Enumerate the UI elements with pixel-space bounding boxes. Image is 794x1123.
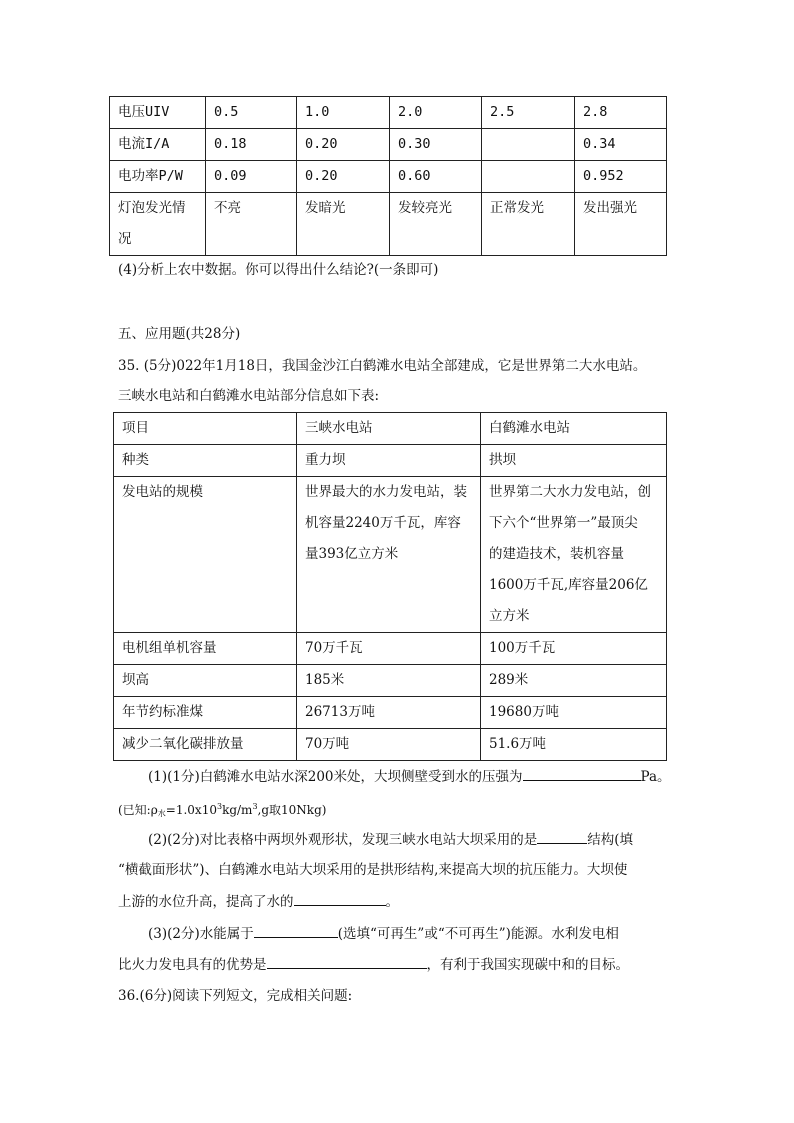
table-cell: 坝高 [114,665,297,697]
question-text: 。 [385,894,399,910]
table-cell: 0.20 [297,161,390,193]
table-row [110,193,667,256]
question-text: (3)(2分)水能属于 [148,926,254,942]
unit-text: Pa。 [640,769,671,785]
cell-line: 立方米 [489,608,530,624]
table-cell: 发出强光 [575,193,667,256]
given-text: =1.0x10 [165,803,217,817]
section-heading: 五、应用题(共28分) [118,326,241,342]
table-cell: 185米 [297,665,481,697]
table-cell: 100万千瓦 [481,633,667,665]
given-values [118,797,698,824]
table-cell: 2.0 [390,97,482,129]
subscript: 水 [157,809,166,818]
label-line: 灯泡发光情 [118,200,186,216]
question-text: (选填“可再生”或“不可再生”)能源。水利发电相 [337,926,619,942]
question-text: 上游的水位升高，提高了水的 [118,894,294,910]
cell-line: 1600万千瓦,库容量206亿 [489,577,648,593]
table-cell: 0.18 [206,129,297,161]
table-row [114,445,667,477]
table-header-row [114,413,667,445]
table-cell [482,129,575,161]
column-header: 三峡水电站 [297,413,481,445]
table-cell: 70万吨 [297,729,481,761]
table-cell: 种类 [114,445,297,477]
row-label-brightness [110,193,206,256]
question-35-2-line3 [118,891,698,912]
table-cell: 0.952 [575,161,667,193]
table-cell: 发电站的规模 [114,477,297,633]
given-text: kg/m [222,803,253,817]
table-cell: 1.0 [297,97,390,129]
table-cell: 发暗光 [297,193,390,256]
row-label-power: 电功率P/W [110,161,206,193]
table-cell [297,477,481,633]
cell-line: 世界第二大水力发电站，创 [489,484,651,500]
table-row [110,161,667,193]
table-cell [482,161,575,193]
question-text: 结构(填 [587,832,634,848]
cell-line: 量393亿立方米 [305,546,399,562]
answer-blank[interactable] [523,766,641,781]
question-text: (1)(1分)白鹤滩水电站水深200米处，大坝侧壁受到水的压强为 [148,769,523,785]
table-cell: 正常发光 [482,193,575,256]
question-35-2 [148,829,728,850]
table-cell: 0.20 [297,129,390,161]
table-cell: 0.5 [206,97,297,129]
table-cell [481,477,667,633]
data-table-1 [109,96,667,256]
question-text: ，有利于我国实现碳中和的目标。 [426,957,629,973]
data-table-2 [113,412,667,761]
answer-blank[interactable] [267,954,427,969]
table-cell: 2.5 [482,97,575,129]
table-row [114,697,667,729]
table-cell: 减少二氧化碳排放量 [114,729,297,761]
question-text: (2)(2分)对比表格中两坝外观形状，发现三峡水电站大坝采用的是 [148,832,538,848]
table-cell: 26713万吨 [297,697,481,729]
answer-blank[interactable] [254,923,338,938]
table-row [110,97,667,129]
cell-line: 世界最大的水力发电站，装 [305,484,467,500]
given-text: (已知:ρ [118,803,158,817]
table-cell: 0.60 [390,161,482,193]
question-35-intro-2: 三峡水电站和白鹤滩水电站部分信息如下表: [118,388,380,404]
superscript: 3 [252,802,258,811]
given-text: ,g取10Nkg) [257,803,327,817]
table-cell: 重力坝 [297,445,481,477]
question-35-intro: 35. (5分)022年1月18日，我国金沙江白鹤滩水电站全部建成，它是世界第二大水电站。 [118,358,647,374]
table-cell: 0.30 [390,129,482,161]
row-label-current: 电流I/A [110,129,206,161]
table-row [110,129,667,161]
table-cell: 年节约标准煤 [114,697,297,729]
table-cell: 51.6万吨 [481,729,667,761]
table-cell: 19680万吨 [481,697,667,729]
table-cell: 70万千瓦 [297,633,481,665]
question-35-3-line2 [118,954,698,975]
column-header: 白鹤滩水电站 [481,413,667,445]
table-cell: 0.09 [206,161,297,193]
label-line: 况 [118,231,132,247]
table-row [114,729,667,761]
table-cell: 拱坝 [481,445,667,477]
cell-line: 的建造技术，装机容量 [489,546,624,562]
question-text: 比火力发电具有的优势是 [118,957,267,973]
table-cell: 发较亮光 [390,193,482,256]
table-cell: 2.8 [575,97,667,129]
question-4: (4)分析上农中数据。你可以得出什么结论?(一条即可) [118,262,439,278]
superscript: 3 [216,802,223,811]
table-cell: 电机组单机容量 [114,633,297,665]
table-row [114,665,667,697]
table-row [114,633,667,665]
table-cell: 不亮 [206,193,297,256]
row-label-voltage: 电压UIV [110,97,206,129]
answer-blank[interactable] [294,891,386,906]
question-35-3 [148,923,728,944]
table-cell: 289米 [481,665,667,697]
column-header: 项目 [114,413,297,445]
cell-line: 下六个“世界第一”最顶尖 [489,515,638,531]
table-cell: 0.34 [575,129,667,161]
question-35-1 [148,766,728,787]
answer-blank[interactable] [537,829,587,844]
question-36: 36.(6分)阅读下列短文，完成相关问题: [118,988,353,1004]
cell-line: 机容量2240万千瓦，库容 [305,515,461,531]
question-35-2-line2: “横截面形状”)、白鹤滩水电站大坝采用的是拱形结构,来提高大坝的抗压能力。大坝使 [118,862,628,878]
table-row [114,477,667,633]
